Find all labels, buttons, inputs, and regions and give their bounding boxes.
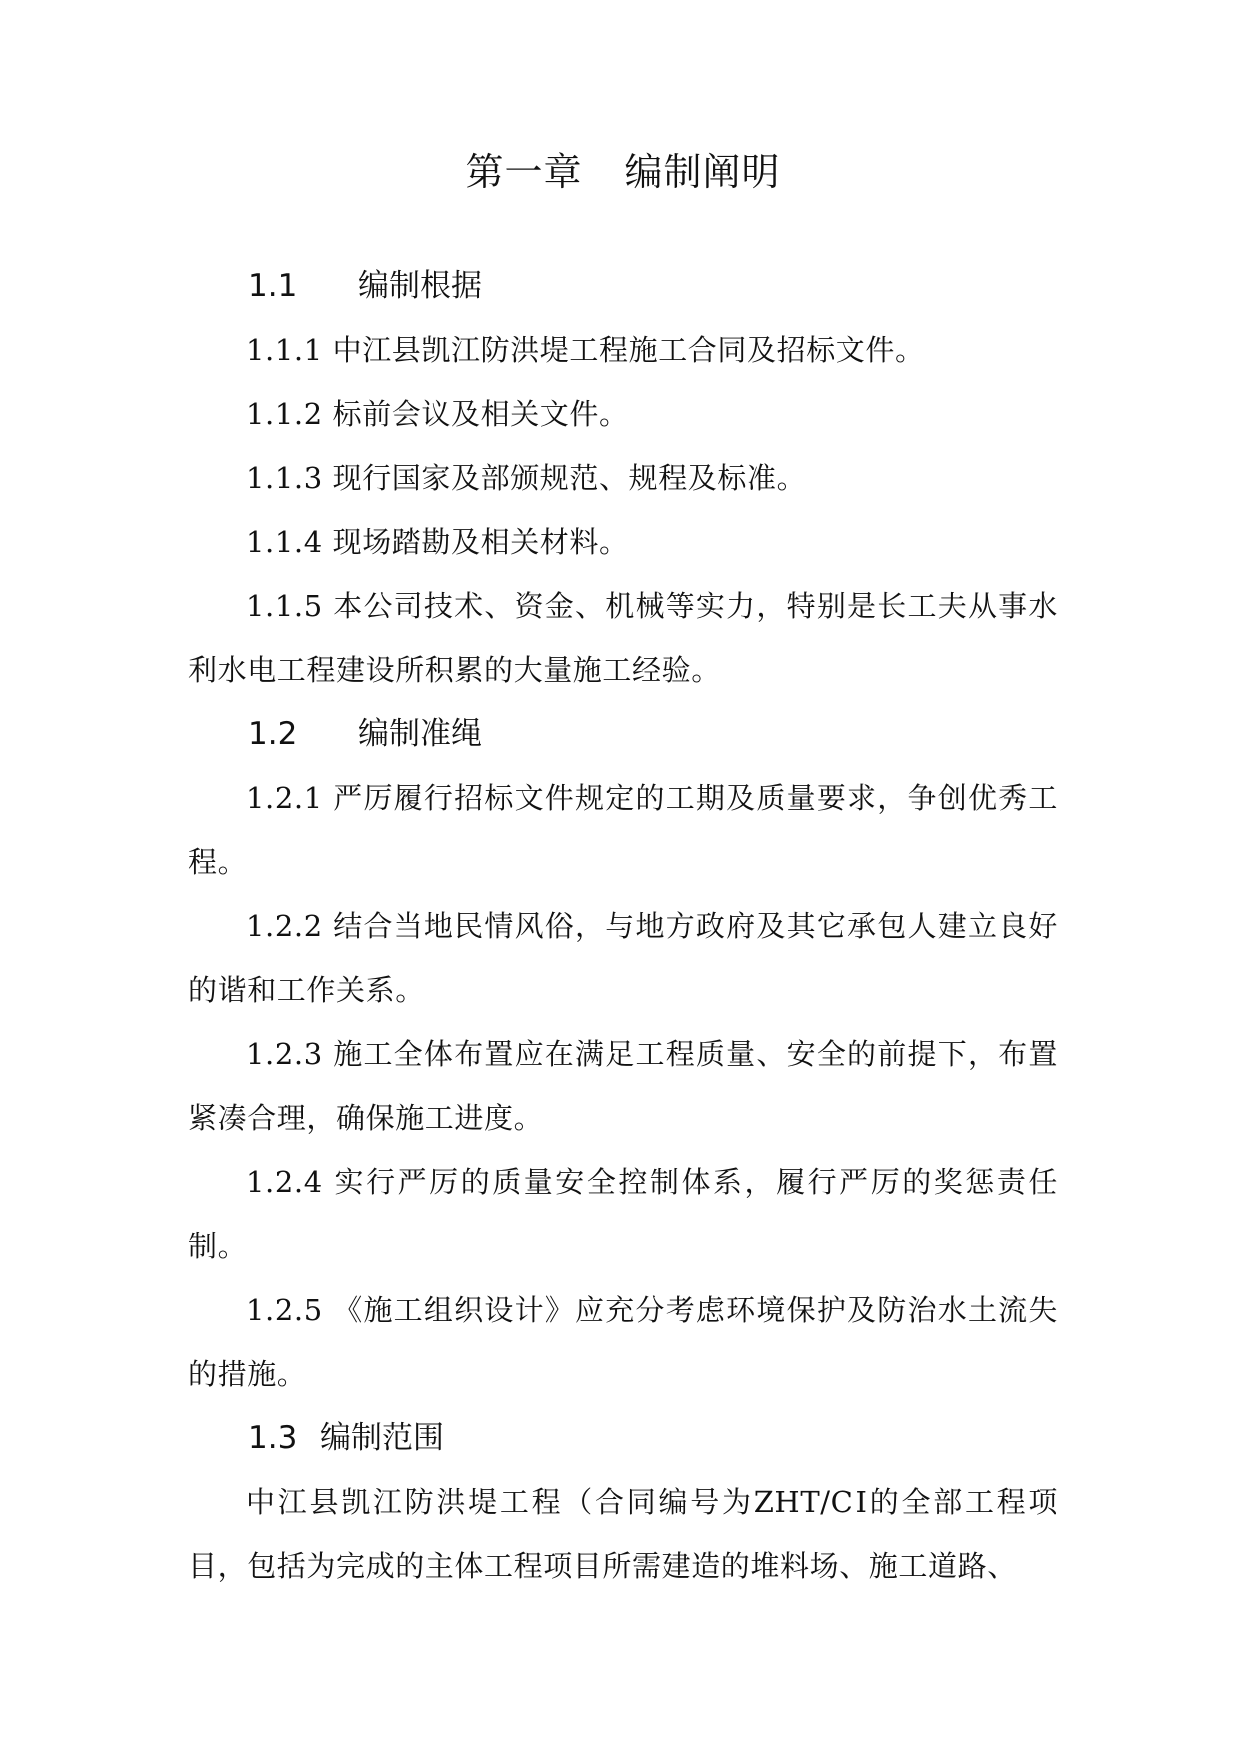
paragraph-1-1-1: 1.1.1 中江县凯江防洪堤工程施工合同及招标文件。 bbox=[246, 333, 925, 367]
paragraph-1-1-3: 1.1.3 现行国家及部颁规范、规程及标准。 bbox=[246, 461, 807, 495]
paragraph-1-2-1: 1.2.1 严厉履行招标文件规定的工期及质量要求，争创优秀工程。 bbox=[188, 781, 1058, 879]
section-number: 1.3 bbox=[248, 1420, 298, 1456]
section-title: 编制根据 bbox=[358, 268, 482, 304]
paragraph-1-3: 中江县凯江防洪堤工程（合同编号为ZHT/CⅠ的全部工程项目，包括为完成的主体工程项目所需建造的堆料场、施工道路、 bbox=[188, 1485, 1058, 1583]
section-number: 1.2 bbox=[248, 716, 298, 752]
paragraph-1-1-5: 1.1.5 本公司技术、资金、机械等实力，特别是长工夫从事水利水电工程建设所积累的大量施工经验。 bbox=[188, 589, 1058, 687]
paragraph-1-2-3: 1.2.3 施工全体布置应在满足工程质量、安全的前提下，布置紧凑合理，确保施工进度。 bbox=[188, 1037, 1058, 1135]
section-number: 1.1 bbox=[248, 268, 298, 304]
paragraph-1-1-4: 1.1.4 现场踏勘及相关材料。 bbox=[246, 525, 629, 559]
paragraph-1-2-4: 1.2.4 实行严厉的质量安全控制体系，履行严厉的奖惩责任制。 bbox=[188, 1165, 1058, 1263]
paragraph-1-2-5: 1.2.5 《施工组织设计》应充分考虑环境保护及防治水土流失的措施。 bbox=[188, 1293, 1058, 1391]
chapter-number: 第一章 bbox=[465, 150, 583, 194]
section-heading-1-3 bbox=[188, 1406, 1058, 1470]
section-title: 编制范围 bbox=[320, 1420, 444, 1456]
section-heading-1-2 bbox=[188, 702, 1058, 766]
chapter-name: 编制阐明 bbox=[624, 150, 781, 194]
paragraph-1-1-2: 1.1.2 标前会议及相关文件。 bbox=[246, 397, 629, 431]
document-body bbox=[188, 150, 1058, 1598]
section-title: 编制准绳 bbox=[358, 716, 482, 752]
section-heading-1-1 bbox=[188, 254, 1058, 318]
paragraph-1-2-2: 1.2.2 结合当地民情风俗，与地方政府及其它承包人建立良好的谐和工作关系。 bbox=[188, 909, 1058, 1007]
chapter-title bbox=[188, 150, 1058, 214]
